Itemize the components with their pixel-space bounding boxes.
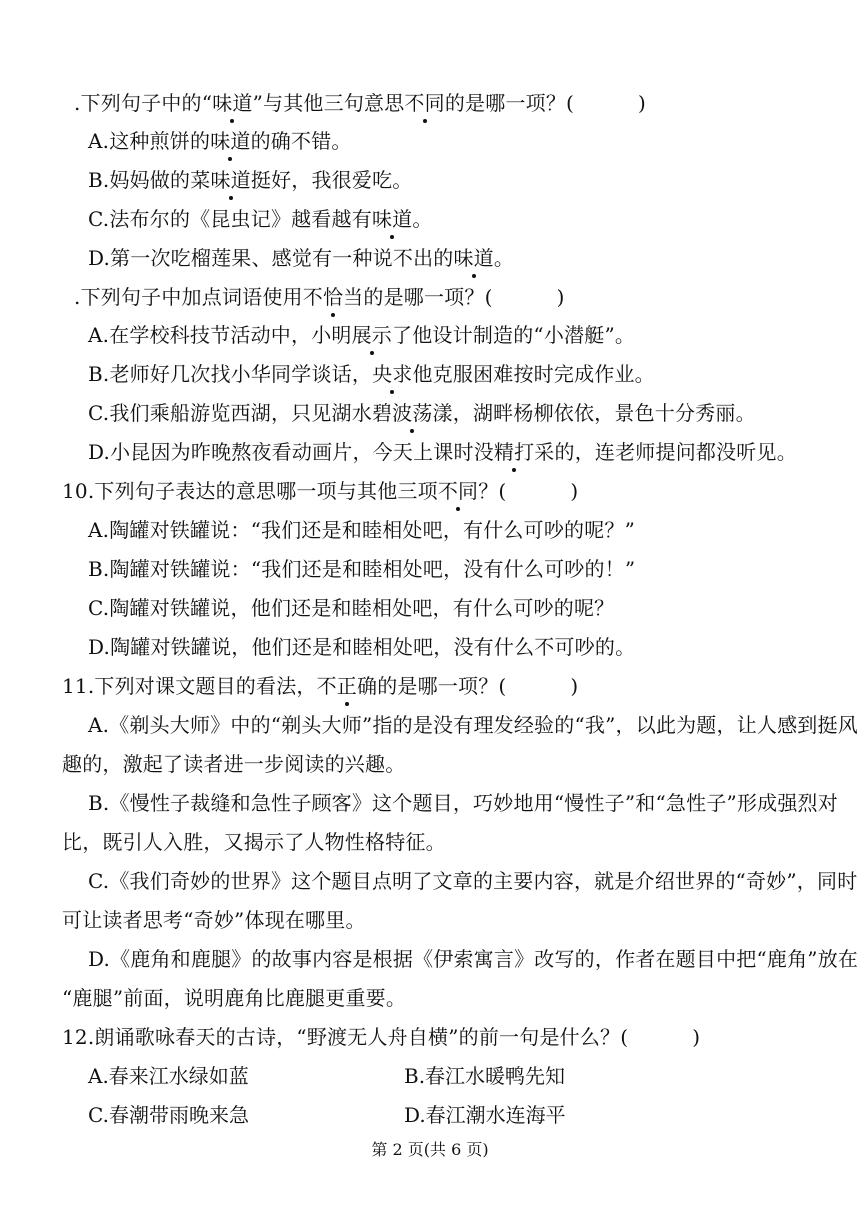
question-12-option-b: B.春江水暖鸭先知 bbox=[404, 1064, 566, 1088]
question-9-stem: .下列句子中加点词语使用不恰当的是哪一项？( ) bbox=[74, 285, 565, 309]
question-10-option-a: A.陶罐对铁罐说：“我们还是和睦相处吧，有什么可吵的呢？” bbox=[88, 518, 636, 542]
question-8-stem: .下列句子中的“味道”与其他三句意思不同的是哪一项？( ) bbox=[74, 91, 647, 115]
question-9-option-a: A.在学校科技节活动中，小明展示了他设计制造的“小潜艇”。 bbox=[88, 323, 636, 347]
page-number: 第 2 页(共 6 页) bbox=[371, 1140, 489, 1159]
question-8-option-a: A.这种煎饼的味道的确不错。 bbox=[88, 129, 352, 153]
question-11-option-d-line1: D.《鹿角和鹿腿》的故事内容是根据《伊索寓言》改写的，作者在题目中把“鹿角”放在 bbox=[88, 947, 859, 971]
dotted-word: 不同 bbox=[404, 91, 445, 115]
question-11-option-a-line1: A.《剃头大师》中的“剃头大师”指的是没有理发经验的“我”，以此为题，让人感到挺风 bbox=[88, 713, 858, 737]
question-10-option-d: D.陶罐对铁罐说，他们还是和睦相处吧，没有什么不可吵的。 bbox=[88, 635, 636, 659]
question-12-option-d: D.春江潮水连海平 bbox=[404, 1103, 566, 1127]
dotted-word: 味道 bbox=[212, 91, 253, 115]
question-11-option-d-line2: “鹿腿”前面，说明鹿角比鹿腿更重要。 bbox=[62, 986, 407, 1010]
question-8-option-d: D.第一次吃榴莲果、感觉有一种说不出的味道。 bbox=[88, 246, 515, 270]
question-12-stem: 12.朗诵歌咏春天的古诗，“野渡无人舟自横”的前一句是什么？( ) bbox=[62, 1025, 701, 1049]
question-9-option-b: B.老师好几次找小华同学谈话，央求他克服困难按时完成作业。 bbox=[88, 362, 655, 386]
question-10-option-b: B.陶罐对铁罐说：“我们还是和睦相处吧，没有什么可吵的！” bbox=[88, 557, 636, 581]
question-10-stem: 10.下列句子表达的意思哪一项与其他三项不同？( ) bbox=[62, 479, 579, 503]
question-11-option-b-line2: 比，既引人入胜，又揭示了人物性格特征。 bbox=[62, 830, 446, 854]
question-11-option-a-line2: 趣的，激起了读者进一步阅读的兴趣。 bbox=[62, 752, 406, 776]
question-12-option-a: A.春来江水绿如蓝 bbox=[88, 1064, 249, 1088]
dotted-word: 不恰当 bbox=[302, 285, 364, 309]
question-9-option-c: C.我们乘船游览西湖，只见湖水碧波荡漾，湖畔杨柳依依，景色十分秀丽。 bbox=[88, 401, 756, 425]
question-8-option-b: B.妈妈做的菜味道挺好，我很爱吃。 bbox=[88, 168, 413, 192]
dotted-word: 不正确 bbox=[316, 674, 378, 698]
question-10-option-c: C.陶罐对铁罐说，他们还是和睦相处吧，有什么可吵的呢？ bbox=[88, 596, 615, 620]
question-8-option-c: C.法布尔的《昆虫记》越看越有味道。 bbox=[88, 207, 433, 231]
question-11-option-b-line1: B.《慢性子裁缝和急性子顾客》这个题目，巧妙地用“慢性子”和“急性子”形成强烈对 bbox=[88, 791, 838, 815]
question-12-option-c: C.春潮带雨晚来急 bbox=[88, 1103, 249, 1127]
question-11-option-c-line1: C.《我们奇妙的世界》这个题目点明了文章的主要内容，就是介绍世界的“奇妙”，同时 bbox=[88, 869, 858, 893]
question-11-stem: 11.下列对课文题目的看法，不正确的是哪一项？( ) bbox=[62, 674, 579, 698]
dotted-word: 不同 bbox=[437, 479, 479, 503]
question-11-option-c-line2: 可让读者思考“奇妙”体现在哪里。 bbox=[62, 908, 366, 932]
question-9-option-d: D.小昆因为昨晚熬夜看动画片，今天上课时没精打采的，连老师提问都没听见。 bbox=[88, 440, 797, 464]
